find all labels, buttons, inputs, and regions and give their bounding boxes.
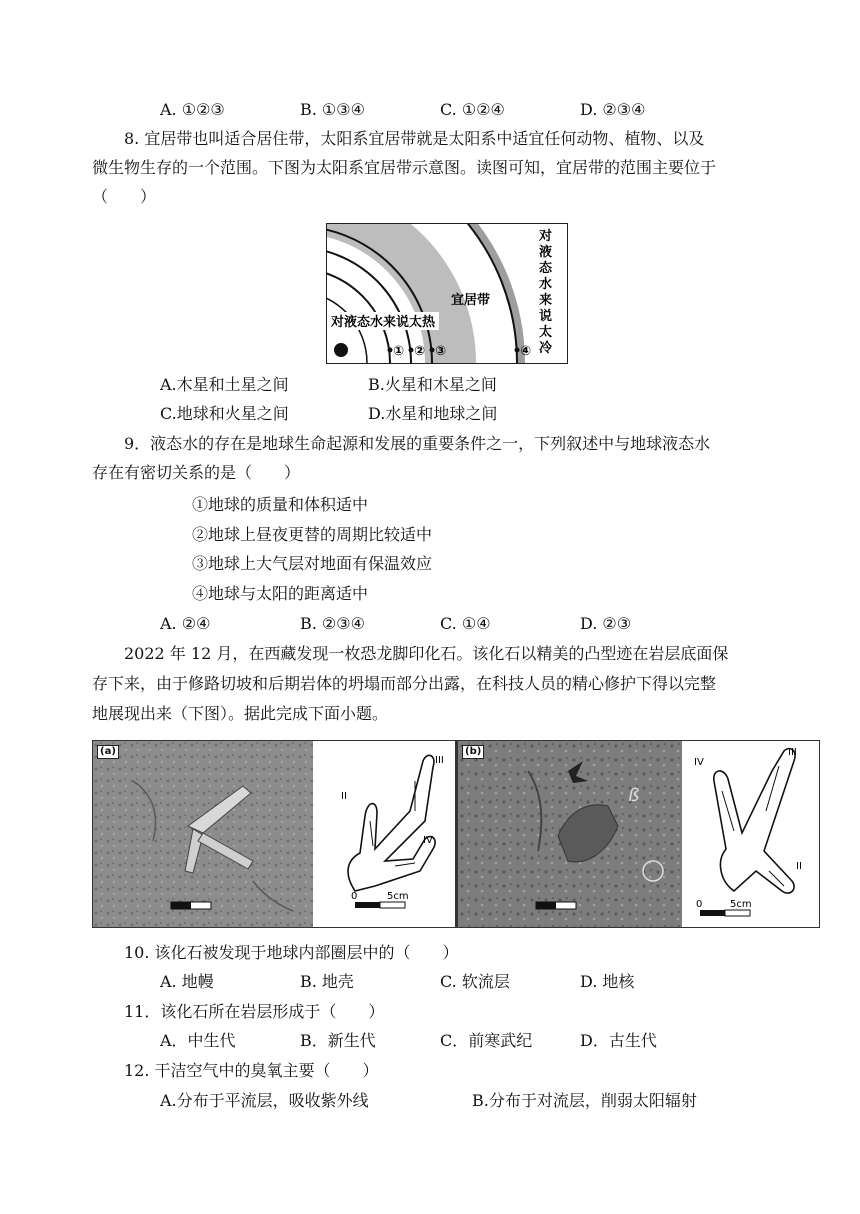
footprint-photo-a	[93, 741, 313, 927]
cold-label-char: 水	[539, 277, 553, 292]
scale-zero: 0	[351, 891, 358, 902]
passage-line-2: 存下来，由于修路切坡和后期岩体的坍塌而部分出露，在科技人员的精心修护下得以完整	[92, 674, 717, 693]
sun-icon	[334, 343, 348, 357]
q9-statement-1: ①地球的质量和体积适中	[192, 495, 369, 514]
q11-option-b: B．新生代	[300, 1031, 376, 1050]
toe-label: IV	[423, 835, 433, 846]
q8-stem-line-2: 微生物生存的一个范围。下图为太阳系宜居带示意图。读图可知，宜居带的范围主要位于	[92, 158, 717, 177]
footprint-photo-b	[458, 741, 682, 927]
q11-option-a: A．中生代	[160, 1031, 236, 1050]
hot-zone-label: 对液态水来说太热	[331, 315, 436, 330]
q12-option-b: B.分布于对流层，削弱太阳辐射	[472, 1091, 697, 1110]
q9-statement-4: ④地球与太阳的距离适中	[192, 584, 369, 603]
q8-option-c: C.地球和火星之间	[160, 404, 289, 423]
q8-stem-line-1: 8. 宜居带也叫适合居住带，太阳系宜居带就是太阳系中适宜任何动物、植物、以及	[124, 129, 705, 148]
q9-option-c: C. ①④	[440, 614, 491, 633]
scale-zero: 0	[696, 899, 703, 910]
dinosaur-footprint-figure	[92, 740, 820, 928]
cold-label-char: 冷	[539, 341, 553, 356]
habitable-zone-label: 宜居带	[451, 293, 491, 308]
q10-option-a: A. 地幔	[160, 972, 214, 991]
q10-stem: 10. 该化石被发现于地球内部圈层中的（ ）	[124, 943, 459, 962]
marker-2: ②	[414, 344, 426, 359]
cold-label-char: 来	[539, 293, 553, 308]
q7-option-a: A. ①②③	[160, 100, 225, 119]
q10-option-b: B. 地壳	[300, 972, 354, 991]
q8-option-b: B.火星和木星之间	[368, 375, 497, 394]
habitable-zone-diagram	[326, 223, 568, 364]
cold-label-char: 对	[539, 229, 553, 244]
footprint-sketch-b	[684, 741, 819, 927]
panel-a-label: (a)	[97, 745, 119, 759]
q7-option-c: C. ①②④	[440, 100, 505, 119]
q7-option-b: B. ①③④	[300, 100, 365, 119]
cold-label-char: 液	[539, 245, 553, 260]
q9-option-b: B. ②③④	[300, 614, 365, 633]
marker-4: ④	[520, 344, 532, 359]
passage-line-3: 地展现出来（下图）。据此完成下面小题。	[92, 704, 389, 723]
marker-1: ①	[393, 344, 405, 359]
toe-label: II	[796, 861, 802, 872]
scale-label: 5cm	[387, 891, 409, 902]
q7-option-d: D. ②③④	[580, 100, 646, 119]
toe-label: IV	[694, 757, 704, 768]
q10-option-c: C. 软流层	[440, 972, 510, 991]
footprint-sketch-a	[315, 741, 455, 927]
cold-label-char: 态	[539, 261, 553, 276]
toe-label: III	[435, 755, 444, 766]
cold-label-char: 太	[539, 325, 553, 340]
svg-text:ß: ß	[628, 785, 640, 806]
q11-option-c: C．前寒武纪	[440, 1031, 533, 1050]
panel-b-label: (b)	[462, 745, 484, 759]
q8-option-d: D.水星和地球之间	[368, 404, 498, 423]
scale-label: 5cm	[730, 899, 752, 910]
q12-stem: 12. 干洁空气中的臭氧主要（ ）	[124, 1061, 379, 1080]
q9-option-a: A. ②④	[160, 614, 211, 633]
q12-option-a: A.分布于平流层，吸收紫外线	[160, 1091, 369, 1110]
q9-statement-2: ②地球上昼夜更替的周期比较适中	[192, 525, 433, 544]
q9-stem-line-2: 存在有密切关系的是（ ）	[92, 463, 301, 482]
cold-label-char: 说	[539, 309, 553, 324]
q9-stem-line-1: 9．液态水的存在是地球生命起源和发展的重要条件之一，下列叙述中与地球液态水	[124, 434, 711, 453]
q9-statement-3: ③地球上大气层对地面有保温效应	[192, 554, 433, 573]
q8-option-a: A.木星和土星之间	[160, 375, 289, 394]
q10-option-d: D. 地核	[580, 972, 635, 991]
passage-line-1: 2022 年 12 月，在西藏发现一枚恐龙脚印化石。该化石以精美的凸型迹在岩层底面保	[124, 644, 729, 663]
marker-3: ③	[435, 344, 447, 359]
toe-label: III	[788, 747, 797, 758]
q9-option-d: D. ②③	[580, 614, 632, 633]
q8-stem-line-3: （ ）	[92, 187, 157, 206]
toe-label: II	[341, 791, 347, 802]
q11-stem: 11．该化石所在岩层形成于（ ）	[124, 1002, 385, 1021]
q11-option-d: D．古生代	[580, 1031, 657, 1050]
